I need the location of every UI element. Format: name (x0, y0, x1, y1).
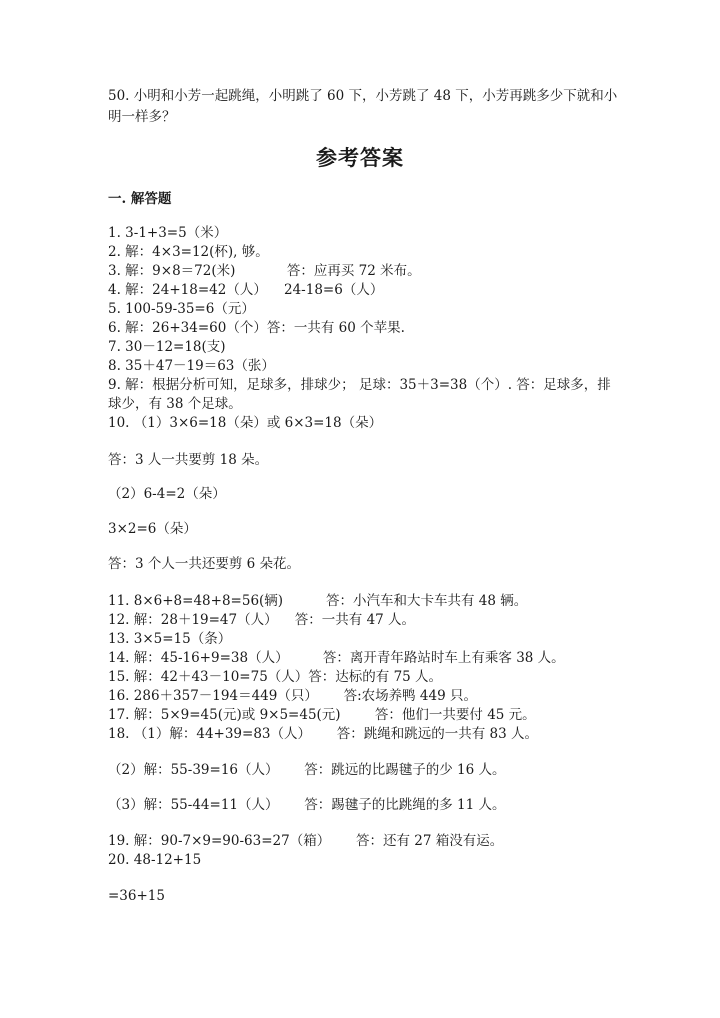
answer-line: 答：3 人一共要剪 18 朵。 (108, 452, 269, 468)
answer-line: 18. （1）解：44+39=83（人） 答：跳绳和跳远的一共有 83 人。 (108, 726, 539, 742)
answer-line: 3×2=6（朵） (108, 521, 197, 537)
answer-line: 19. 解：90-7×9=90-63=27（箱） 答：还有 27 箱没有运。 (108, 833, 504, 849)
answer-line: 6. 解：26+34=60（个）答：一共有 60 个苹果. (108, 320, 405, 336)
answer-line: 13. 3×5=15（条） (108, 631, 232, 647)
answer-line: 10. （1）3×6=18（朵）或 6×3=18（朵） (108, 415, 383, 431)
answer-line: 9. 解：根据分析可知，足球多，排球少； 足球：35＋3=38（个）. 答：足球多，排球少，有 38 个足球。 (108, 377, 611, 412)
answer-line: 16. 286＋357－194＝449（只） 答:农场养鸭 449 只。 (108, 688, 477, 704)
answer-line: 4. 解：24+18=42（人） 24-18=6（人） (108, 282, 384, 298)
answer-line: 14. 解：45-16+9=38（人） 答：离开青年路站时车上有乘客 38 人。 (108, 650, 565, 666)
question-50: 50. 小明和小芳一起跳绳，小明跳了 60 下，小芳跳了 48 下，小芳再跳多少下就和小明一样多？ (108, 88, 618, 125)
answer-line: 8. 35＋47－19＝63（张） (108, 358, 275, 374)
answer-line: 5. 100-59-35=6（元） (108, 301, 255, 317)
answer-line: 20. 48-12+15 (108, 852, 202, 868)
answer-line: （3）解：55-44=11（人） 答：踢毽子的比跳绳的多 11 人。 (108, 797, 506, 813)
answer-line: 答：3 个人一共还要剪 6 朵花。 (108, 556, 301, 572)
answer-line: 12. 解：28＋19=47（人） 答：一共有 47 人。 (108, 612, 416, 628)
answers-title: 参考答案 (316, 145, 404, 170)
answer-line: （2）解：55-39=16（人） 答：跳远的比踢毽子的少 16 人。 (108, 762, 506, 778)
answer-line: 7. 30－12=18(支) (108, 339, 226, 355)
answer-line: 3. 解：9×8＝72(米) 答：应再买 72 米布。 (108, 263, 421, 279)
answer-line: 17. 解：5×9=45(元)或 9×5=45(元) 答：他们一共要付 45 元。 (108, 707, 536, 723)
answer-line: 11. 8×6+8=48+8=56(辆) 答：小汽车和大卡车共有 48 辆。 (108, 593, 528, 609)
answer-line: 1. 3-1+3=5（米） (108, 225, 228, 241)
answer-line: 15. 解：42＋43－10=75（人）答：达标的有 75 人。 (108, 669, 443, 685)
answer-line: （2）6-4=2（朵） (108, 486, 226, 502)
section-title: 一. 解答题 (108, 191, 172, 207)
answer-line: =36+15 (108, 888, 165, 904)
answer-line: 2. 解：4×3=12(杯), 够。 (108, 244, 269, 260)
